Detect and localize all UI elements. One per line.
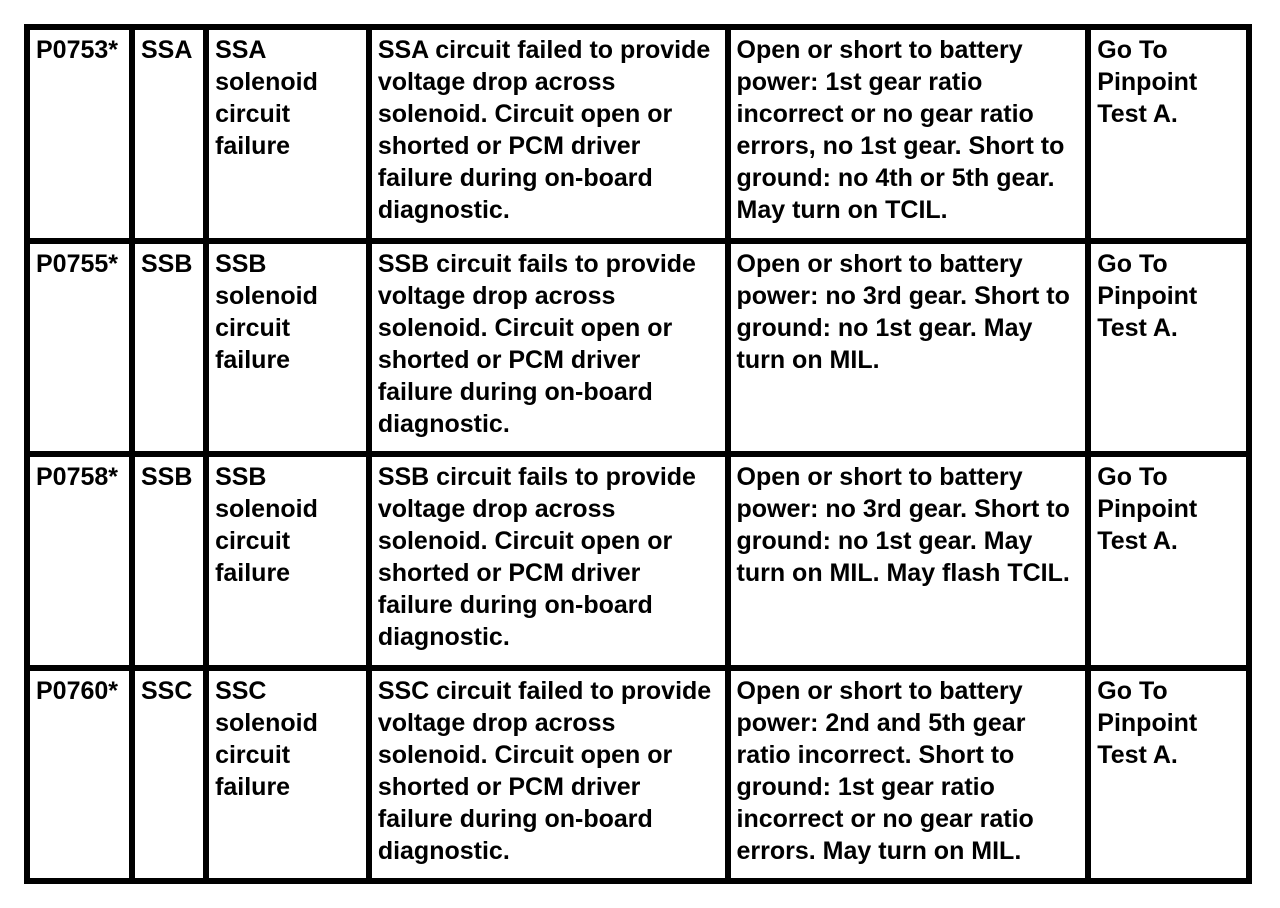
symptom: Open or short to battery power: 2nd and 5th gear ratio incorrect. Short to ground: 1st gear ratio incorrect or no gear ratio errors. May turn on MIL. xyxy=(731,671,1086,879)
solenoid-name: SSB xyxy=(135,457,203,665)
fault-description: SSB solenoid circuit failure xyxy=(209,457,366,665)
dtc-table xyxy=(24,24,1252,884)
action: Go To Pinpoint Test A. xyxy=(1091,244,1246,452)
action: Go To Pinpoint Test A. xyxy=(1091,30,1246,238)
fault-description: SSC solenoid circuit failure xyxy=(209,671,366,879)
table-row xyxy=(30,30,1246,238)
action: Go To Pinpoint Test A. xyxy=(1091,671,1246,879)
solenoid-name: SSB xyxy=(135,244,203,452)
fault-condition: SSB circuit fails to provide voltage drop across solenoid. Circuit open or shorted or PCM driver failure during on-board diagnostic. xyxy=(372,244,725,452)
dtc-code: P0760* xyxy=(30,671,129,879)
fault-condition: SSC circuit failed to provide voltage drop across solenoid. Circuit open or shorted or PCM driver failure during on-board diagnostic. xyxy=(372,671,725,879)
solenoid-name: SSA xyxy=(135,30,203,238)
symptom: Open or short to battery power: 1st gear ratio incorrect or no gear ratio errors, no 1st gear. Short to ground: no 4th or 5th gear. May turn on TCIL. xyxy=(731,30,1086,238)
fault-description: SSA solenoid circuit failure xyxy=(209,30,366,238)
dtc-code: P0755* xyxy=(30,244,129,452)
table-row xyxy=(30,244,1246,452)
dtc-code: P0753* xyxy=(30,30,129,238)
solenoid-name: SSC xyxy=(135,671,203,879)
fault-condition: SSB circuit fails to provide voltage drop across solenoid. Circuit open or shorted or PCM driver failure during on-board diagnostic. xyxy=(372,457,725,665)
symptom: Open or short to battery power: no 3rd gear. Short to ground: no 1st gear. May turn on MIL. May flash TCIL. xyxy=(731,457,1086,665)
table-row xyxy=(30,457,1246,665)
fault-description: SSB solenoid circuit failure xyxy=(209,244,366,452)
dtc-code: P0758* xyxy=(30,457,129,665)
table-row xyxy=(30,671,1246,879)
fault-condition: SSA circuit failed to provide voltage drop across solenoid. Circuit open or shorted or PCM driver failure during on-board diagnostic. xyxy=(372,30,725,238)
symptom: Open or short to battery power: no 3rd gear. Short to ground: no 1st gear. May turn on MIL. xyxy=(731,244,1086,452)
action: Go To Pinpoint Test A. xyxy=(1091,457,1246,665)
